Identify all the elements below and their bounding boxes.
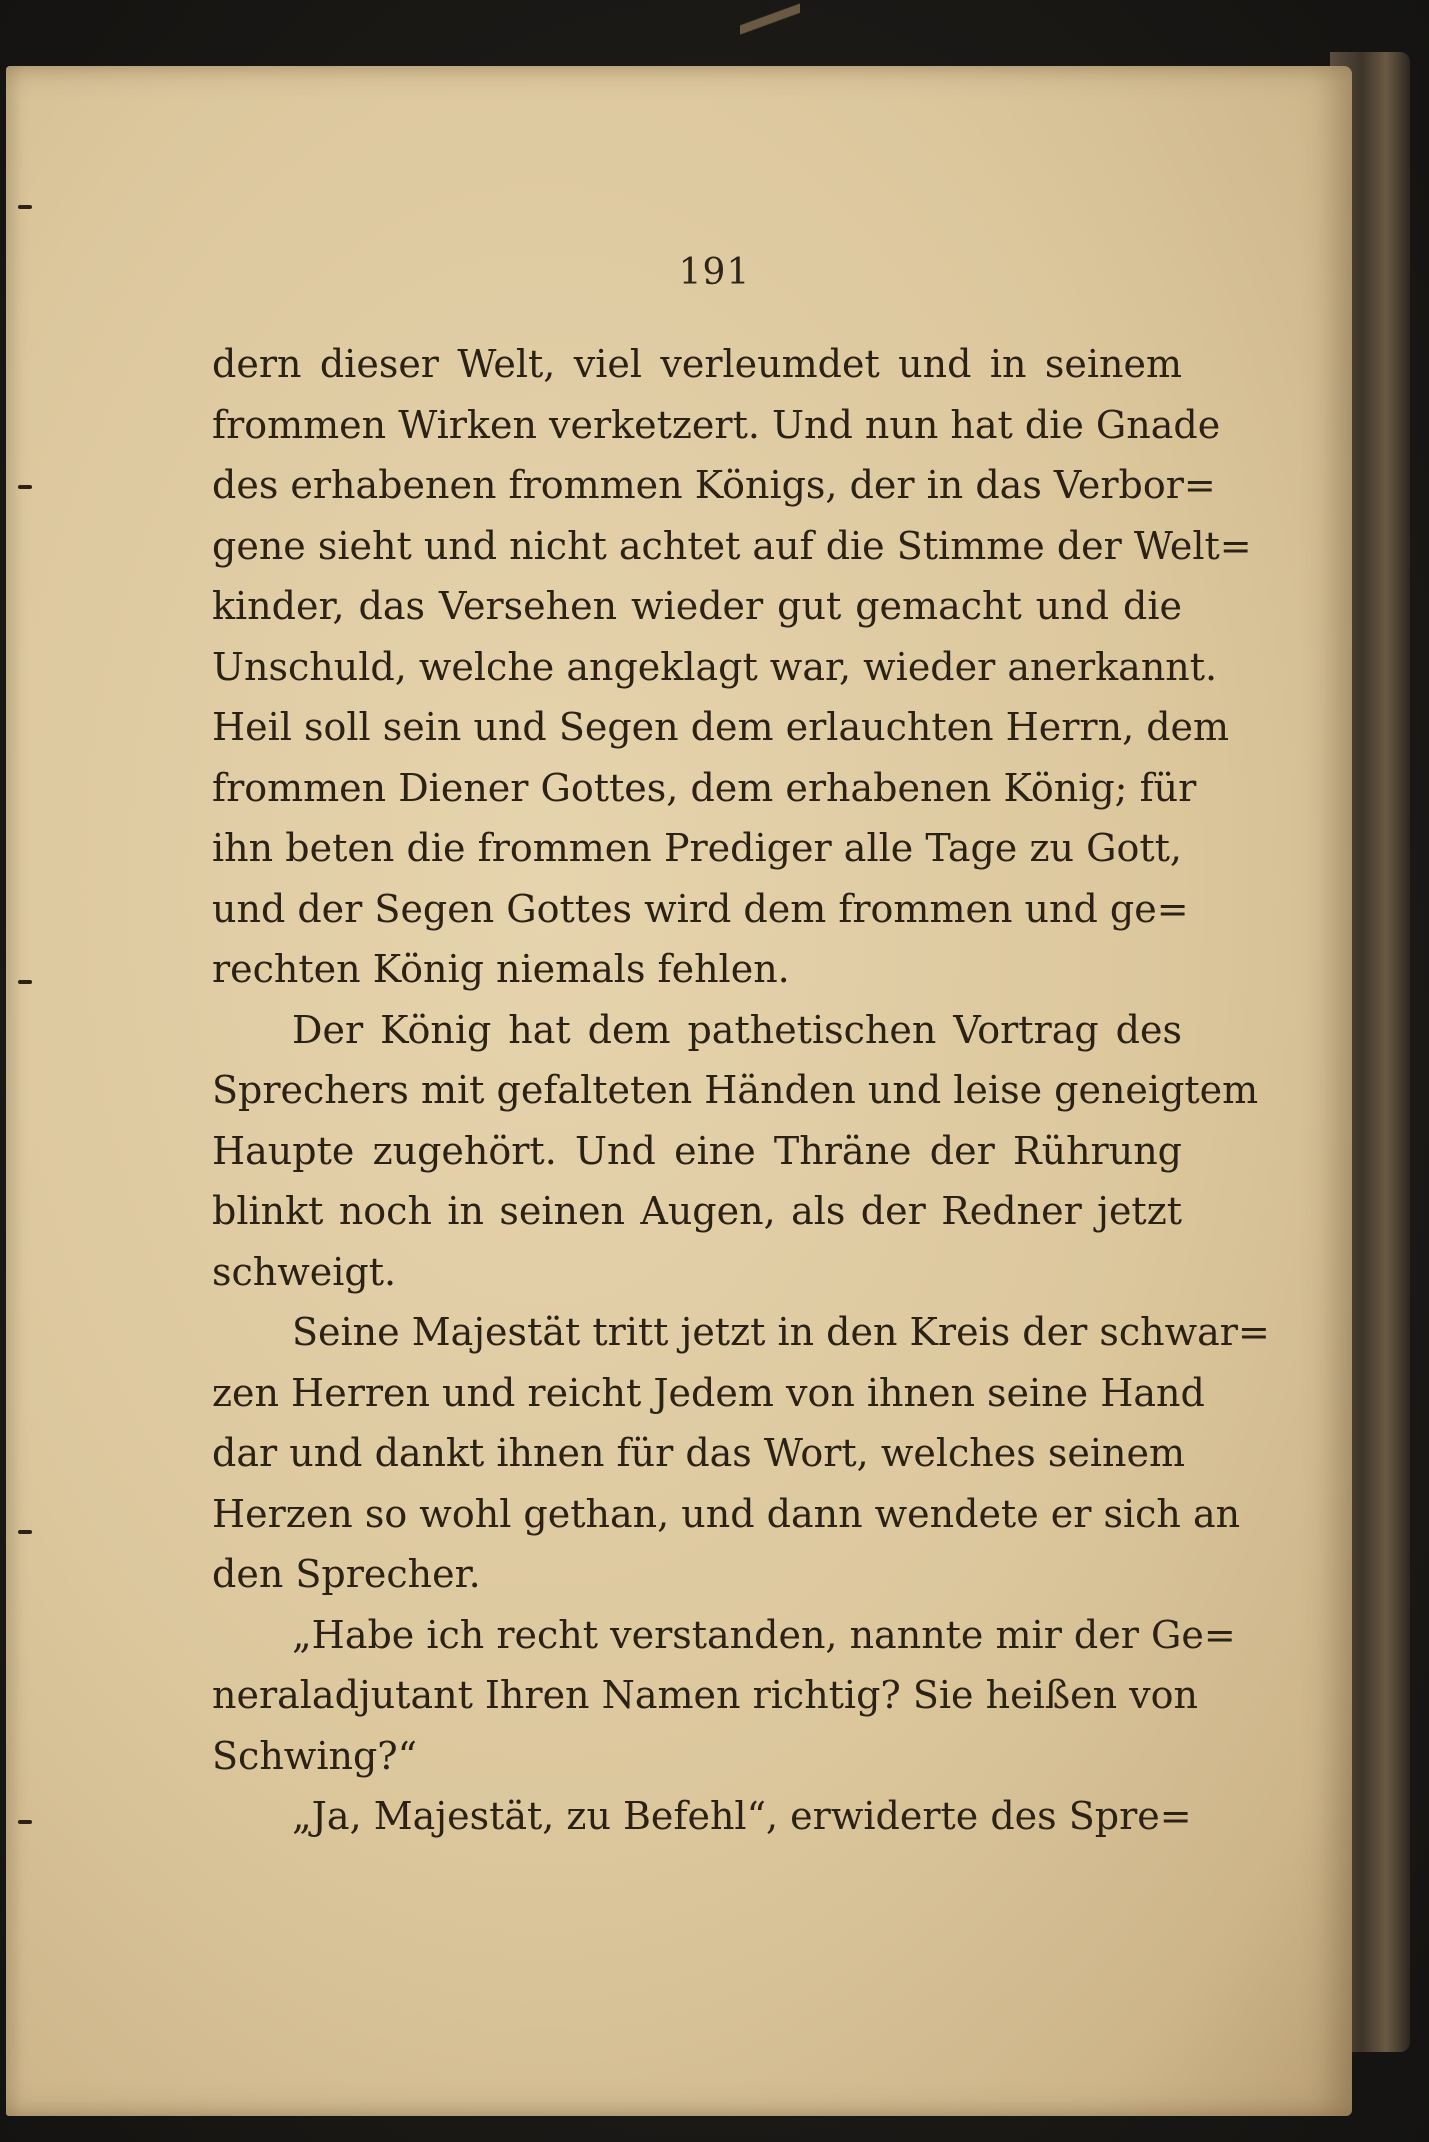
text-line: dern dieser Welt, viel verleumdet und in seinem	[212, 342, 1182, 386]
text-line: dar und dankt ihnen für das Wort, welches seinem	[212, 1431, 1185, 1475]
text-line: neraladjutant Ihren Namen richtig? Sie heißen von	[212, 1673, 1198, 1717]
text-line: schweigt.	[212, 1249, 397, 1294]
text-line: des erhabenen frommen Königs, der in das Verbor=	[212, 463, 1216, 507]
text-line: „Habe ich recht verstanden, nannte mir der Ge=	[292, 1612, 1236, 1657]
binding-mark	[18, 980, 32, 984]
text-line: Heil soll sein und Segen dem erlauchten Herrn, dem	[212, 705, 1230, 749]
binding-mark	[18, 205, 32, 209]
text-line: Herzen so wohl gethan, und dann wendete er sich an	[212, 1491, 1241, 1536]
page-number: 191	[678, 252, 751, 293]
text-line: und der Segen Gottes wird dem frommen und ge=	[212, 886, 1189, 931]
binding-mark	[18, 1530, 32, 1534]
text-line: Der König hat dem pathetischen Vortrag des	[292, 1007, 1182, 1052]
text-line: rechten König niemals fehlen.	[212, 947, 790, 991]
text-line: „Ja, Majestät, zu Befehl“, erwiderte des Spre=	[292, 1794, 1192, 1838]
text-line: kinder, das Versehen wieder gut gemacht und die	[212, 584, 1182, 628]
binding-mark	[18, 485, 32, 489]
text-line: Schwing?“	[212, 1733, 418, 1778]
paragraph	[212, 1786, 1192, 1847]
text-line: ihn beten die frommen Prediger alle Tage zu Gott,	[212, 826, 1182, 870]
text-line: zen Herren und reicht Jedem von ihnen seine Hand	[212, 1370, 1205, 1415]
text-line: gene sieht und nicht achtet auf die Stimme der Welt=	[212, 523, 1252, 568]
paper-tear	[740, 0, 800, 40]
text-line: frommen Diener Gottes, dem erhabenen König; für	[212, 765, 1197, 810]
text-line: frommen Wirken verketzert. Und nun hat die Gnade	[212, 402, 1221, 447]
text-line: Seine Majestät tritt jetzt in den Kreis der schwar=	[292, 1310, 1270, 1354]
text-line: Haupte zugehört. Und eine Thräne der Rührung	[212, 1128, 1182, 1173]
text-line: blinkt noch in seinen Augen, als der Redner jetzt	[212, 1189, 1182, 1233]
text-line: Unschuld, welche angeklagt war, wieder anerkannt.	[212, 644, 1218, 689]
text-line: den Sprecher.	[212, 1552, 481, 1596]
paragraph	[212, 1000, 1259, 1303]
text-line: Sprechers mit gefalteten Händen und leise geneigtem	[212, 1068, 1259, 1112]
paragraph	[212, 334, 1252, 1000]
paragraph	[212, 1302, 1270, 1605]
body-text	[212, 334, 1270, 1847]
binding-mark	[18, 1820, 32, 1824]
paragraph	[212, 1605, 1236, 1787]
